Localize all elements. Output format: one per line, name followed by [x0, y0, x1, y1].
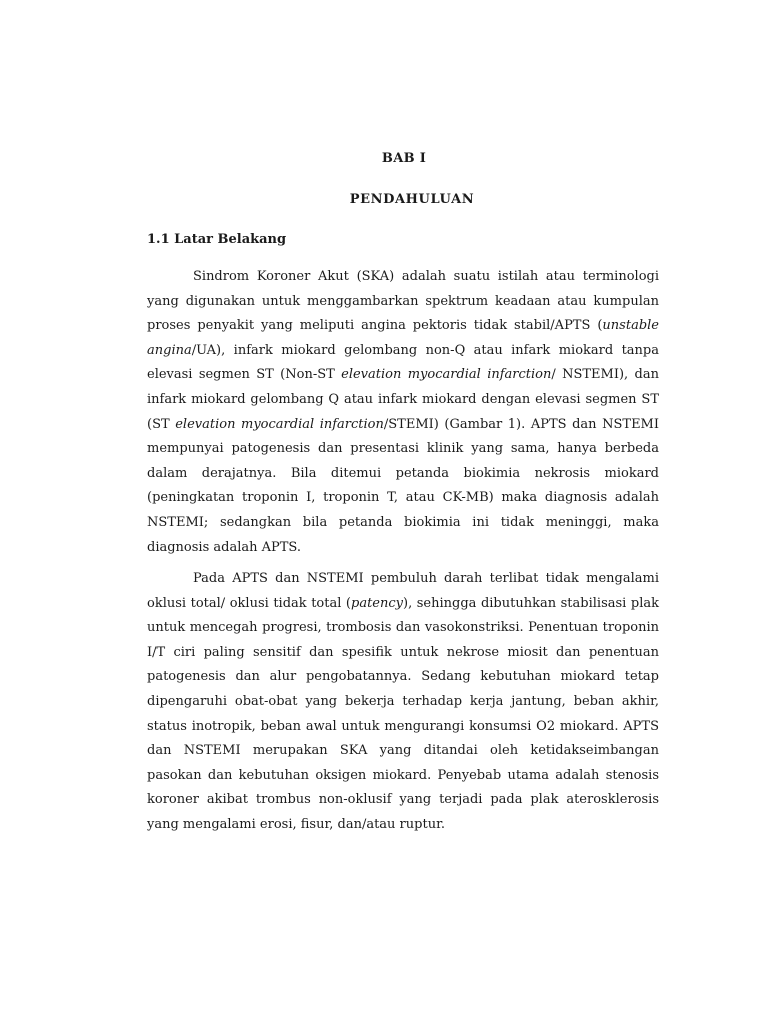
paragraph-text: /STEMI) (Gambar 1). APTS dan NSTEMI mempunyai patogenesis dan presentasi klinik yang sama, hanya berbeda dalam derajatnya. Bila ditemui petanda biokimia nekrosis miokard (peningkatan troponin I, troponin T, atau CK-MB) maka diagnosis adalah NSTEMI; sedangkan bila petanda biokimia ini tidak meninggi, maka diagnosis adalah APTS. [147, 416, 659, 555]
italic-term: elevation myocardial infarction [175, 416, 384, 432]
paragraph-text: ), sehingga dibutuhkan stabilisasi plak untuk mencegah progresi, trombosis dan vasokonstriksi. Penentuan troponin I/T ciri paling sensitif dan spesifik untuk nekrose miosit dan penentuan patogenesis dan alur pengobatannya. Sedang kebutuhan miokard tetap dipengaruhi obat-obat yang bekerja terhadap kerja jantung, beban akhir, status inotropik, beban awal untuk mengurangi konsumsi O2 miokard. APTS dan NSTEMI merupakan SKA yang ditandai oleh ketidakseimbangan pasokan dan kebutuhan oksigen miokard. Penyebab utama adalah stenosis koroner akibat trombus non-oklusif yang terjadi pada plak aterosklerosis yang mengalami erosi, fisur, dan/atau ruptur. [147, 595, 659, 832]
chapter-title: PENDAHULUAN [349, 192, 475, 207]
paragraph-text: /UA), infark miokard gelombang non-Q atau infark miokard tanpa elevasi segmen ST (Non-ST [147, 342, 659, 383]
body-paragraph-1 [147, 265, 659, 560]
paragraph-text: Sindrom Koroner Akut (SKA) adalah suatu istilah atau terminologi yang digunakan untuk menggambarkan spektrum keadaan atau kumpulan proses penyakit yang meliputi angina pektoris tidak stabil/APTS ( [147, 269, 659, 334]
body-paragraph-2 [147, 567, 659, 838]
italic-term: unstable angina [147, 318, 659, 358]
chapter-number: BAB I [381, 151, 427, 166]
paragraph-text: Pada APTS dan NSTEMI pembuluh darah terlibat tidak mengalami oklusi total/ oklusi tidak total ( [147, 571, 659, 611]
italic-term: elevation myocardial infarction [341, 367, 552, 383]
italic-term: patency [351, 595, 403, 611]
paragraph-text: / NSTEMI), dan infark miokard gelombang Q atau infark miokard dengan elevasi segmen ST (ST [147, 367, 659, 432]
section-heading: 1.1 Latar Belakang [147, 232, 287, 247]
